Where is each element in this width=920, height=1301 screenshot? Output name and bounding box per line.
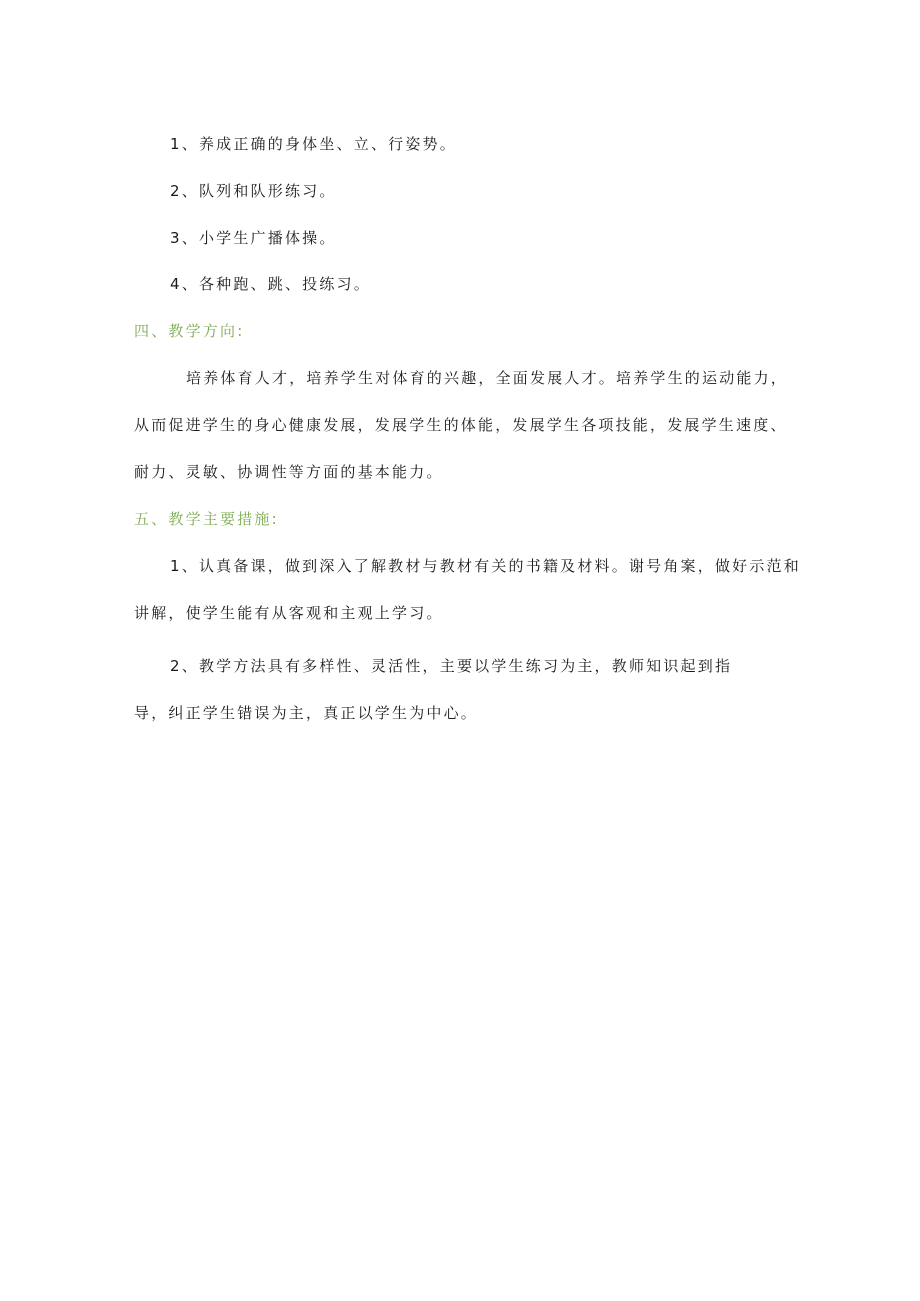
list-item: 4、各种跑、跳、投练习。 <box>170 275 371 293</box>
section-heading-measures: 五、教学主要措施: <box>134 510 279 528</box>
paragraph-line: 讲解，使学生能有从客观和主观上学习。 <box>134 604 444 622</box>
list-item: 2、队列和队形练习。 <box>170 182 337 200</box>
list-item: 3、小学生广播体操。 <box>170 229 337 247</box>
paragraph-line: 从而促进学生的身心健康发展，发展学生的体能，发展学生各项技能，发展学生速度、 <box>134 416 788 434</box>
paragraph-line: 1、认真备课，做到深入了解教材与教材有关的书籍及材料。谢号角案，做好示范和 <box>170 557 801 575</box>
paragraph-line: 2、教学方法具有多样性、灵活性，主要以学生练习为主，教师知识起到指 <box>170 657 733 675</box>
paragraph-line: 导，纠正学生错误为主，真正以学生为中心。 <box>134 704 479 722</box>
paragraph-line: 培养体育人才，培养学生对体育的兴趣，全面发展人才。培养学生的运动能力， <box>186 369 789 387</box>
list-item: 1、养成正确的身体坐、立、行姿势。 <box>170 135 457 153</box>
paragraph-line: 耐力、灵敏、协调性等方面的基本能力。 <box>134 463 444 481</box>
section-heading-direction: 四、教学方向: <box>134 322 245 340</box>
